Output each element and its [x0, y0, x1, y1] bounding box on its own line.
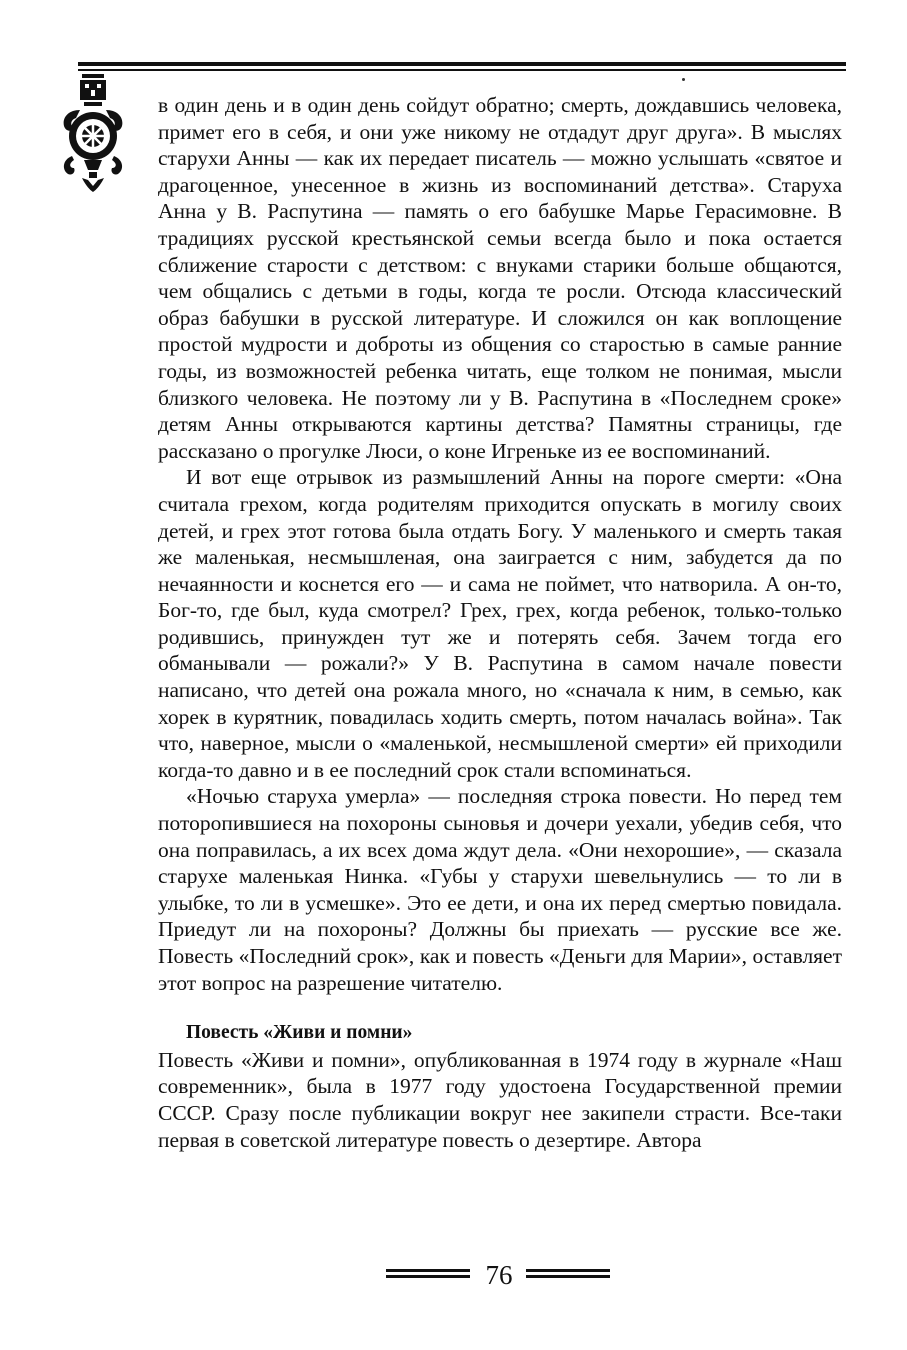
header-rule-thin	[78, 69, 846, 71]
paragraph-1: в один день и в один день сойдут обратно; смерть, дождавшись человека, примет его в себя, и они уже никому не отдадут друг друга». В мыслях старухи Анны — как их передает писатель — можно услышать «святое и драгоценное, унесенное в жизнь из воспоминаний детства». Старуха Анна у В. Распутина — память о его бабушке Марье Герасимовне. В традициях русской крестьянской семьи всегда было и пока остается сближение старости с детством: с внуками старики больше общаются, чем общались с детьми в годы, когда те росли. Отсюда классический образ бабушки в русской литературе. И сложился он как воплощение простой мудрости и доброты из общения со старостью в самые ранние годы, из возможностей ребенка читать, еще толком не понимая, мысли близкого человека. Не поэтому ли у В. Распутина в «Последнем сроке» детям Анны открываются картины детства? Памятны страницы, где рассказано о прогулке Люси, о коне Игреньке из ее воспоминаний.	[158, 93, 842, 463]
header-rule-thick	[78, 62, 846, 66]
footer-rule-left	[386, 1269, 470, 1283]
paragraph-2: И вот еще отрывок из размышлений Анны на пороге смерти: «Она считала грехом, когда родителям приходится опускать в могилу своих детей, и грех этот готова была отдать Богу. У маленького и смерть такая же маленькая, несмышленая, она заиграется с ним, забудется да по нечаянности и коснется его — и сама не поймет, что натворила. А он-то, Бог-то, где был, куда смотрел? Грех, грех, когда ребенок, только-только родившись, принужден тут же и потерять себя. Зачем тогда его обманывали — рожали?» У В. Распутина в самом начале повести написано, что детей она рожала много, но «сначала к ним, в семью, как хорек в курятник, повадилась ходить смерть, потом началась война». Так что, наверное, мысли о «маленькой, несмышленой смерти» ей приходили когда-то давно и в ее последний срок стали вспоминаться.	[158, 465, 842, 782]
body-text	[158, 92, 842, 1153]
print-speck	[682, 78, 685, 81]
folk-ornament-icon	[62, 74, 124, 192]
page-footer	[0, 1262, 907, 1292]
page-number: 76	[485, 1260, 513, 1290]
paragraph-3: «Ночью старуха умерла» — последняя строка повести. Но перед тем поторопившиеся на похороны сыновья и дочери уехали, убедив себя, что она поправилась, а их всех дома ждут дела. «Они нехорошие», — сказала старухе маленькая Нинка. «Губы у старухи шевельнулись — то ли в улыбке, то ли в усмешке». Это ее дети, и она их перед смертью повидала. Приедут ли на похороны? Должны бы приехать — русские все же. Повесть «Последний срок», как и повесть «Деньги для Марии», оставляет этот вопрос на разрешение читателю.	[158, 784, 842, 995]
section-paragraph: Повесть «Живи и помни», опубликованная в 1974 году в журнале «Наш современник», была в 1977 году удостоена Государственной премии СССР. Сразу после публикации вокруг нее закипели страсти. Все-таки первая в советской литературе повесть о дезертире. Автора	[158, 1047, 842, 1152]
footer-rule-right	[526, 1269, 610, 1283]
section-heading: Повесть «Живи и помни»	[186, 1022, 413, 1044]
